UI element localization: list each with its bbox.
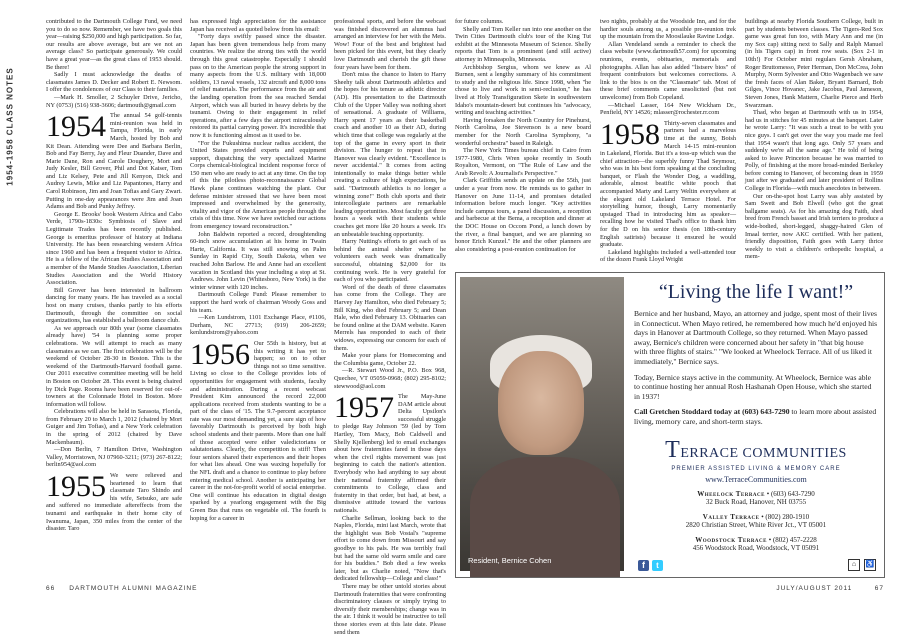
ad-call-to-action <box>634 407 878 426</box>
ad-cta-rest: to learn more about assisted living, memory care, and short-term stays. <box>634 407 877 426</box>
logo-title <box>634 437 878 464</box>
paragraph: Make your plans for Homecoming and the Columbia game, October 22. <box>334 352 446 367</box>
resident-photo <box>460 277 624 571</box>
year-heading: 1956 <box>190 337 250 371</box>
accessibility-icon: ♿ <box>864 559 876 571</box>
paragraph: We were relieved and heartened to learn that classmate Taro Shindo and his wife, Setsuko, are safe and suffered no immediate aftereffects from the tsunami and earthquake in their home city of Iwanuma, Japan, 350 miles from the center of the disaster. Taro <box>46 472 182 533</box>
class-year-1955 <box>46 472 182 533</box>
class-secretary-signature: —Mark H. Smoller, 2 Schuyler Drive, Jericho, NY (0753) (516) 938-3606; dartmouth@gmail.com <box>46 93 182 109</box>
column-3 <box>334 18 446 636</box>
ad-copy <box>634 277 878 553</box>
column-5 <box>600 18 736 268</box>
year-heading: 1957 <box>334 391 394 425</box>
footer-right <box>776 585 884 592</box>
paragraph: As we approach our 80th year (some classmates already have) '54 is planning some proper celebrations. We will attempt to reach as many classmates as we can. The first celebration will be the weekend of October 28-30 in Boston. This is the weekend of the Dartmouth-Harvard football game. Our 2011 executive committee meeting will be held in Boston on October 28. This event is being chaired by Dick Page. Rooms have been reserved for out-of-towners at the Colonnade Hotel in Boston. More information will follow. <box>46 324 182 408</box>
paragraph: Archbishop Sergius, whom we knew as Al Burnen, sent a lengthy summary of his commitment to study and the religious life. Since 1998, when "he chose to live and work in semi-reclusion," he has lived at Holy Transfiguration Skete in southwestern Idaho's mountain-desert but continues his "advocacy, writing and teaching activities." <box>455 63 591 117</box>
paragraph: two nights, probably at the Woodside Inn, and for the hardier souls among us, a possible pre-reunion trek up the mountain from the Moosilauke Ravine Lodge. <box>600 18 736 41</box>
logo-tagline: PREMIER ASSISTED LIVING & MEMORY CARE <box>671 465 841 472</box>
paragraph: Harry Nutting's efforts to get each of us behind the animal shelter where he volunteers each week was dramatically successful, obtaining $2,000 for its continuing work. He is very grateful for each of you who participated. <box>334 238 446 284</box>
paragraph: buildings at nearby Florida Southern College, built in part by students between classes. The Tigers-Red Sox game was great fun too, with Mary Ann and me (in my Sox cap) sitting next to Sally and Ralph Manuel (in his Tigers cap) in front row seats. (Sox 2-1 in 10th!) For October mini regulars Gersh Abraham, Roger Bruttomesso, Peter Herman, Don McCrea, John Murphy, Norm Sylvester and Otto Wagenbach we saw the fresh faces of Alan Baker, Bryant Barnard, Bob Gilges, Vince Hovanec, Jake Jacobus, Paul Jameson, Steven Jones, Hank Mattern, Charlie Pierce and Herb Swarzman. <box>745 18 883 109</box>
location-address: 456 Woodstock Road, Woodstock, VT 05091 <box>692 544 820 553</box>
location-phone: • (802) 457-2228 <box>767 535 817 544</box>
location-wheelock <box>634 490 878 507</box>
twitter-icon[interactable]: t <box>652 560 663 571</box>
year-heading: 1958 <box>600 117 660 151</box>
paragraph: Sadly I must acknowledge the deaths of classmates James D. Decker and Robert E. Newsom. I offer the condolences of our Class to their families. <box>46 71 182 94</box>
class-secretary-signature: —Don Berlin, 7 Hamilton Drive, Washington Valley, Morristown, NJ 07960-3211; (973) 267-8122; berlin954@aol.com <box>46 446 182 469</box>
paragraph: The New York Times bureau chief in Cairo from 1977-1980, Chris Wren spoke recently in South Royalton, Vermont, on "The Rule of Law and the Arab Revolt: A Journalist's Perspective." <box>455 147 591 177</box>
paragraph: Charlie Sellman, looking back to the Naples, Florida, mini last March, wrote that the highlight was Bob Vostal's "supreme effort to come down from Missouri and say goodbye to his pals. He was terribly frail but had the same old warm smile and care for his buddies." Bob died a few weeks later, but as Charlie noted, "Now that's dedicated fellowship—College and class!" <box>334 514 446 583</box>
paragraph: Having forsaken the North Country for Pinehurst, North Carolina, Joe Stevenson is a new board member for the North Carolina Symphony, "a wonderful orchestra" based in Raleigh. <box>455 116 591 147</box>
compliance-logos <box>848 559 876 571</box>
facebook-icon[interactable]: f <box>638 560 649 571</box>
logo-initial: T <box>665 436 681 463</box>
paragraph: "Forty days swiftly passed since the disaster. Japan has been given tremendous help from many countries. We realize the strong ties with the world through this great catastrophe. Especially I should pass on to the American people the strong support in many aspects from the U.S. military with 18,000 soldiers, 13 naval vessels, 132 aircraft and 8,000 tons of relief materials. The performance from the air and the landing operation from the sea reached Sendai Airport, which was all buried in heavy debris by the tsunami. Owing to their engagement in relief operations, after a few days the airport miraculously restored its partial carrying power. It's incredible that now it is functioning almost as it used to be. <box>190 33 326 139</box>
class-secretary-signature: —Ken Lundstrom, 1101 Exchange Place, #1106, Durham, NC 27713; (919) 206-2659; kenlundstrom@yahoo.com <box>190 314 326 337</box>
terrace-communities-ad[interactable] <box>455 272 885 578</box>
social-links <box>638 560 663 571</box>
photo-caption: Resident, Bernice Cohen <box>468 556 552 565</box>
year-heading: 1954 <box>46 110 106 144</box>
issue-date: JULY/AUGUST 2011 <box>776 585 853 592</box>
ad-paragraph: Today, Bernice stays active in the community. At Wheelock, Bernice was able to continue hosting her annual Rosh Hashanah Open House, which she started in 1937! <box>634 372 872 401</box>
paragraph: John Baldwin reported a record, droughtending 60-inch snow accumulation at his home in Twain Harte, California. It was still snowing on Palm Sunday in Rapid City, South Dakota, when we reached John Barlow. He and Anne had an excellent vacation in Scotland this year including a stop at St. Andrews. John Levin (Whitesboro, New York) is the winter winner with 120 inches. <box>190 230 326 291</box>
paragraph: Dartmouth College Fund: Please remember to support the hard work of chairman Woody Goss and his team. <box>190 291 326 314</box>
class-secretary-signature: —R. Stewart Wood Jr., P.O. Box 968, Quechee, VT 05059-0968; (802) 295-8102; stewwood@aol.com <box>334 367 446 390</box>
ad-paragraph: Bernice and her husband, Mayo, an attorney and judge, spent most of their lives in Connecticut. When Mayo retired, he remembered how much he'd enjoyed his days in Hanover at Dartmouth College, so they returned. When Mayo passed away, Bernice's children were concerned about her safety in "that big house with three flights of stairs." "We looked at Wheelock Terrace. All of us liked it immediately," Bernice says. <box>634 309 878 366</box>
paragraph: has expressed high appreciation for the assistance Japan has received as quoted below from his email: <box>190 18 326 33</box>
paragraph: Bill Grover has been interested in ballroom dancing for many years. He has traveled as a social host on many cruises, thanks partly to his efforts Dartmouth, through the committee on social organizations, has established a ballroom dance club. <box>46 286 182 325</box>
paragraph: Our 55th is history, but at this writing it has yet to happen; so on to other things not so time sensitive. Living so close to the College provides lots of opportunities for engagement with students, faculty and administration. During a recent webcast President Kim announced the record 22,000 applications received from students wanting to be a part of the class of '15. The 9.7-percent acceptance rate was our most demanding yet, a sure sign of how favorably Dartmouth is perceived by both high school students and their parents. More than one half of those accepted were either valedictorians or salutatorians. Clearly, the competition is stiff! Then four seniors shared their experiences and their hopes for what lies ahead. One was waxing hopefully for the NFL draft and a chance to continue to play before entering medical school. Another is anticipating her career in the not-for-profit world of social enterprise. One will continue his education in digital design sparked by a yearlong engagement with the Big Green Bus that runs on vegetable oil. The fourth is hoping for a career in <box>190 339 326 522</box>
location-valley <box>634 513 878 530</box>
logo-name: ERRACE COMMUNITIES <box>680 445 847 461</box>
paragraph: The annual 54 golf-tennis mini-reunion was held in Tampa, Florida, in early March, hosted by Bob and Kit Dean. Attending were Dee and Barbara Berlin, Bob and Fay Berry, Jay and Fleur Duander, Dave and Marie Dane, Ron and Carole Doughery, Mort and Judy Kesler, Bill Grover, Phil and Dot Kaiser, Tom and Liz Kelsey, Pete and Jill Kenyon, Dick and Audrey Lewis, Mike and Liz Papantones, Harry and Carol Robinson, Jim and Joan Tofias and Gary Zwart. Putting in one-day appearances were Jim and Joan Adams and Bob and Punky Jeffrey. <box>46 112 182 211</box>
paragraph: George E. Brooks' book Western Africa and Cabo Verde, 1790s-1830s: Symbiosis of Slave and Legitimate Trades has been recently published. George is emeritus professor of history at Indiana University. He has been researching western Africa since 1960 and has been a frequent visitor to Africa. He is a fellow of the African Studies Association and a member of the Mande Studies Association, Liberian Studies Association and the World History Association. <box>46 210 182 287</box>
spine-label: 1954-1958 CLASS NOTES <box>5 67 15 186</box>
location-name: Wheelock Terrace <box>697 489 765 498</box>
column-1 <box>46 18 182 568</box>
location-phone: • (603) 643-7290 <box>765 489 815 498</box>
class-year-1957 <box>334 393 446 515</box>
paragraph: Clark Griffiths sends an update on the 55th, just under a year from now. He reminds us to gather in Hanover on June 11-14, and promises detailed information before much longer. "Key activities include campus tours, a panel discussion, a reception and barbecue at the Bema, a reception and dinner at the DOC House on Occom Pond, a lunch down by the river, a final banquet, and we are planning so honor Erich Kunzel." He and the other planners are also considering a post-reunion continuation for <box>455 177 591 253</box>
photo-face <box>498 351 584 455</box>
column-6 <box>745 18 883 268</box>
paragraph: Celebrations will also be held in Sarasota, Florida, from February 20 to March 1, 2012 (chaired by Mort Guiger and Jim Tofias), and a New York celebration in the spring of 2012 (chaired by Dave Mackenbaum). <box>46 408 182 446</box>
paragraph: Shelly and Tom Keller ran into one another on the Twin Cities Dartmouth club's tour of the King Tut exhibit at the Minnesota Museum of Science. Shelly reports that Tom is a prominent (and still active) attorney in Minneapolis, Minnesota. <box>455 25 591 63</box>
paragraph: for future columns. <box>455 18 504 25</box>
paragraph: contributed to the Dartmouth College Fund, we need you to do so now. Remember, we have two goals this year—raising $250,000 and high participation. So far, our results are above average, but are we not an average class? So participate generously. We could have a great year—as the great class of 1953 should. Be there! <box>46 18 182 71</box>
ad-phone-cta: Call Gretchen Stoddard today at (603) 643-7290 <box>634 407 790 417</box>
location-address: 2820 Christian Street, White River Jct., VT 05001 <box>685 521 827 530</box>
location-name: Valley Terrace <box>702 512 760 521</box>
paragraph: Don't miss the chance to listen to Harry Sheehy talk about Dartmouth athletics and the hopes for his tenure as athletic director (AD). His presentation to the Dartmouth Club of the Upper Valley was nothing short of sensational. A graduate of Williams, Harry spent 17 years as their basketball coach and another 10 as their AD, during which time that college was regularly at the top of the game in every sport in their division. The hunger to repeat that in Hanover was clearly evident. "Excellence is never accidental." It comes from acting intentionally to make things better while creating a culture of high expectations, he said. "Dartmouth athletics is no longer a winning zone!" Both club sports and their intercollegiate partners are remarkable leading opportunities. Most faculty get three hours a week with their students while coaches get more like 20 hours a week. It's an unbeatable teaching opportunity. <box>334 71 446 238</box>
paragraph: "For the Fukushima nuclear radius accident, the United States provided experts and equipment support, dispatching the very specialized Marine Corps chemical-biological incident response force of 150 men who are ready to act at any time. On the top of this the pilotless photo-reconnaissance Global Hawk plane continues watching the plant. Our defense minister stressed that we have been most impressed and overwhelmed by the generosity, vitality and vigor of the American people through the crisis of this time. Now we have switched our actions from emergency toward reconstruction." <box>190 139 326 231</box>
location-woodstock <box>634 536 878 553</box>
page-number: 66 <box>46 585 56 592</box>
paragraph: There may be other untold stories about Dartmouth fraternities that were confronting discriminatory clauses or simply trying to diversify their memberships; change was in the air. I think it would be instructive to tell those stories even at this late date. Please send them <box>334 582 446 636</box>
footer-left <box>46 585 197 592</box>
class-notes-spine <box>2 30 14 230</box>
paragraph: The May-June DAM article about Delta Upsilon's successful struggle to pledge Ray Johnson '59 (led by Tom Hartley, Tom Macy, Bob Caldwell and Shelly Kjellenberg) led to email exchanges about how fraternities fared in those days when the civil rights movement was just beginning to catch the nation's attention. Everybody who had anything to say about their national fraternity affirmed their commitments to College, class and fraternity in that order, but had, at best, a dismissive attitude toward the various nationals. <box>334 393 446 514</box>
terrace-communities-logo <box>634 437 878 484</box>
paragraph: Word of the death of three classmates has come from the College. They are Harvey Jay Hamilton, who died February 5; Bill King, who died February 5; and Dean Hale, who died February 13. Obituaries can be found online at the DAM website. Karen Merrels has responded to each of their widows, expressing our concern for each of them. <box>334 283 446 352</box>
class-year-1958 <box>600 117 736 249</box>
location-address: 32 Buck Road, Hanover, NH 03755 <box>705 498 807 507</box>
paragraph: Allan Vendeland sends a reminder to check the class website (www.dartmouth57.com) for upcoming reunions, events, obituaries, memorials and photographs. Allan has also added "listserv bios" of frequent contributors but welcomes corrections. A link to the bios is on the "Classmate" tab. Most of these brief comments came unsolicited (but not unwelcome) from Bob Copeland. <box>600 40 736 101</box>
class-secretary-signature: —Michael Lasser, 164 New Wickham Dr., Penfield, NY 14526; mlasser@rochester.rr.com <box>600 101 736 117</box>
paragraph: Thirty-seven classmates and partners had a marvelous time at the sunny, Boish March 14-15 mini-reunion in Lakeland, Florida. But it's a toss-up which was the chief attraction—the superbly funny Thad Seymour, who was in his best form speaking at the concluding banquet, or Flash the Wonder Dog, a waddling, adorable, almost beatific white pooch that accompanied Marty and Larry Weltin everywhere at the elegant old Lakeland Terrace Hotel. For storytelling humor, though, Larry momentarily upstaged Thad in introducing him as speaker—recalling how he visited Thad's office to thank him for the D on his senior thesis (on 18th-century English satirists) because it ensured he would graduate. <box>600 119 736 249</box>
column-2 <box>190 18 326 568</box>
website-link[interactable]: www.TerraceCommunities.com <box>705 474 807 484</box>
ad-headline: “Living the life I want!” <box>658 281 854 303</box>
magazine-name: DARTMOUTH ALUMNI MAGAZINE <box>69 585 198 592</box>
paragraph: professional sports, and before the webcast was finished discovered an alumnus had arranged an interview for her with the Mets. Wow! Four of the best and brightest had been picked for this event, but they clearly love Dartmouth and cherish the gift these four years have been for them. <box>334 18 446 71</box>
class-year-1956 <box>190 337 326 522</box>
location-phone: • (802) 280-1910 <box>759 512 810 521</box>
equal-housing-icon: ⌂ <box>848 559 860 571</box>
paragraph: Thad, who began at Dartmouth with us in 1954, had us in stitches for 45 minutes at the banquet. Later he wrote Larry: "It was such a treat to be with you nice guys. I can't get over the way you made me feel that 1954 wasn't that long ago. Only 57 years and suddenly we're all the same age." He told of being asked to leave Princeton because he was married to Polly, of finishing at the more broad-minded Berkeley before coming to Hanover, of becoming dean in 1959 just after we graduated and later president of Rollins College in Florida—with much anecdotes in between. <box>745 109 883 193</box>
location-name: Woodstock Terrace <box>695 535 767 544</box>
page-number: 67 <box>874 585 884 592</box>
class-year-1954 <box>46 112 182 211</box>
paragraph: Lakeland highlights included a well-attended tour of the dozen Frank Lloyd Wright <box>600 248 736 264</box>
paragraph: Our on-the-spot host Larry was ably assisted by Sam Swett and Bob Elwell (who got the great ballgame seats). As for his amazing dog Faith, shed bred from French basset and Irish terriers to produce a wide-bodied, short-legged, shaggy-haired Glen of Imaal terrier, now AKC certified. With her patient, friendly disposition, Faith goes with Larry thrice weekly to visit a children's orthopedic hospital, a mem- <box>745 192 883 261</box>
column-4 <box>455 18 591 268</box>
year-heading: 1955 <box>46 470 106 504</box>
